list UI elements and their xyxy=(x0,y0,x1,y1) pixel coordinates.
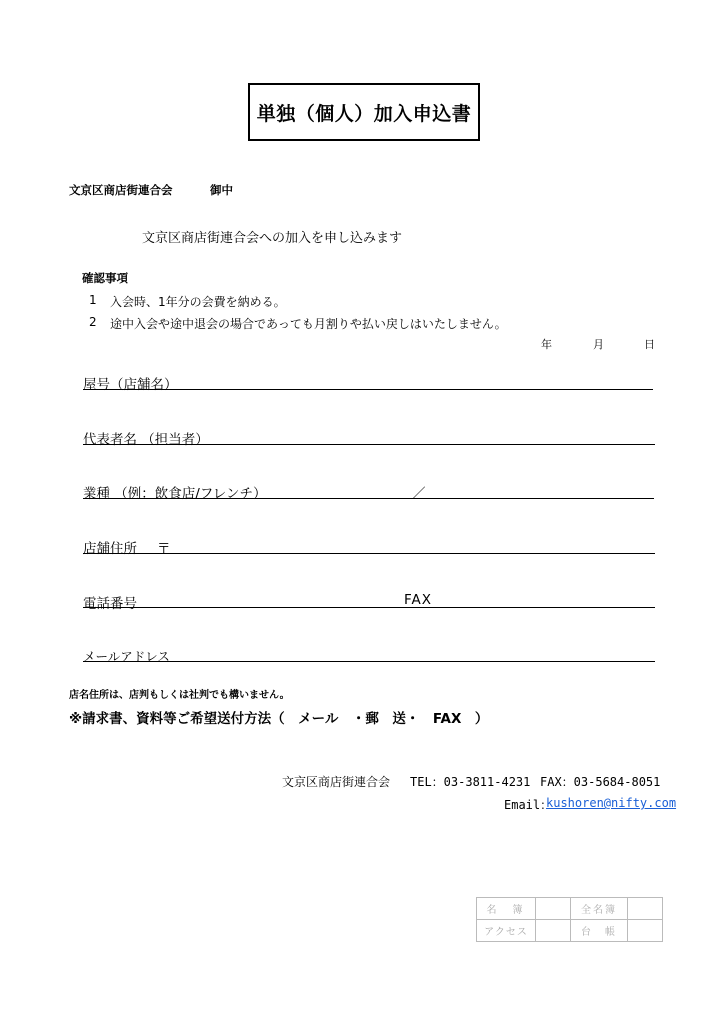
confirm-heading: 確認事項 xyxy=(82,271,128,285)
phone-fax-field[interactable] xyxy=(83,607,655,608)
representative-label: 代表者名 （担当者） xyxy=(83,432,209,448)
stamp-cell xyxy=(536,920,571,942)
business-type-slash: ／ xyxy=(412,486,426,502)
email-field[interactable] xyxy=(83,661,655,662)
contact-email-label: Email： xyxy=(504,798,553,812)
contact-fax: FAX：03-5684-8051 xyxy=(540,775,661,789)
stamp-cell xyxy=(628,920,663,942)
fax-label: FAX xyxy=(404,592,433,608)
delivery-method: ※請求書、資料等ご希望送付方法（ メール ・郵 送・ FAX ） xyxy=(69,711,489,727)
business-type-label: 業種 （例：飲食店/フレンチ） xyxy=(83,486,267,502)
date-year: 年 xyxy=(541,338,552,351)
contact-org: 文京区商店街連合会 xyxy=(282,775,391,789)
date-month: 月 xyxy=(593,338,604,351)
stamp-cell-label: 全名簿 xyxy=(571,898,628,920)
stamp-cell-label: 台 帳 xyxy=(571,920,628,942)
intro-text: 文京区商店街連合会への加入を申し込みます xyxy=(142,231,403,246)
form-title: 単独（個人）加入申込書 xyxy=(248,83,480,141)
address-note: 店名住所は、店判もしくは社判でも構いません。 xyxy=(69,690,290,701)
address-field[interactable] xyxy=(83,553,655,554)
office-use-table xyxy=(476,897,663,942)
shop-name-field[interactable] xyxy=(83,389,653,390)
contact-email-link[interactable]: kushoren@nifty.com xyxy=(546,796,677,810)
confirm-item-text: 途中入会や途中退会の場合であっても月割りや払い戻しはいたしません。 xyxy=(110,317,507,331)
business-type-field[interactable] xyxy=(83,498,654,499)
confirm-item-num: 2 xyxy=(89,315,97,329)
stamp-cell xyxy=(628,898,663,920)
phone-label: 電話番号 xyxy=(83,596,137,612)
contact-tel: TEL：03-3811-4231 xyxy=(410,775,531,789)
postal-mark: 〒 xyxy=(157,541,171,557)
stamp-cell-label: アクセス xyxy=(477,920,536,942)
addressee: 文京区商店街連合会 xyxy=(69,183,173,197)
confirm-item-text: 入会時、1年分の会費を納める。 xyxy=(110,295,286,309)
address-label: 店舗住所 xyxy=(83,541,137,557)
stamp-cell xyxy=(536,898,571,920)
confirm-item-num: 1 xyxy=(89,293,97,307)
email-label: メールアドレス xyxy=(83,649,170,664)
stamp-cell-label: 名 簿 xyxy=(477,898,536,920)
honorific: 御中 xyxy=(210,183,233,197)
shop-name-label: 屋号（店舗名） xyxy=(83,377,178,393)
representative-field[interactable] xyxy=(83,444,655,445)
date-day: 日 xyxy=(644,338,655,351)
